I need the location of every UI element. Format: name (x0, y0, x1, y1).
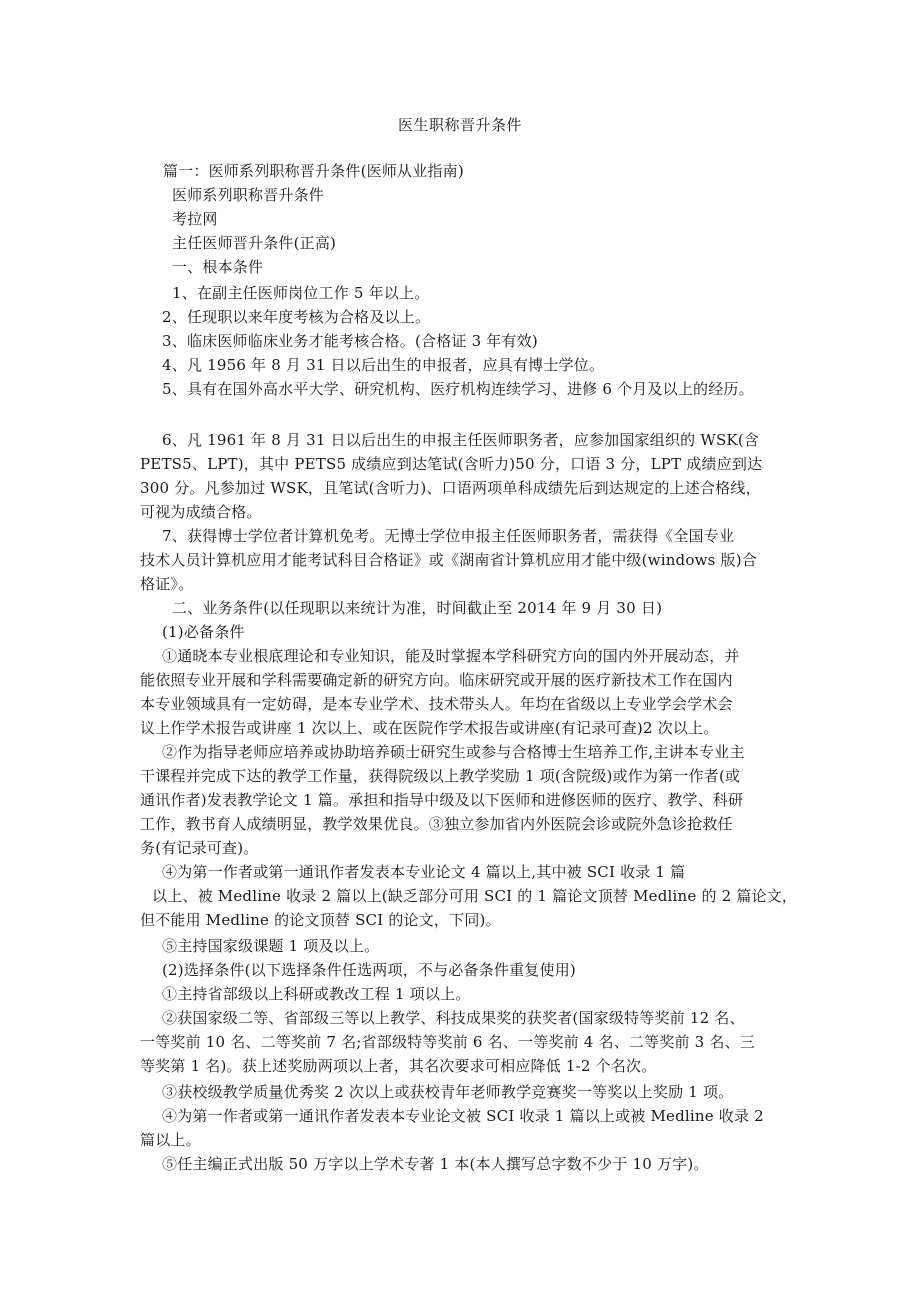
text-line: 以上、被 Medline 收录 2 篇以上(缺乏部分可用 SCI 的 1 篇论文顶替 Medline 的 2 篇论文， (152, 887, 798, 905)
text-line: 技术人员计算机应用才能考试科目合格证》或《湖南省计算机应用才能中级(windows 版)合 (140, 551, 757, 569)
text-line: 3、临床医师临床业务才能考核合格。(合格证 3 年有效) (162, 332, 538, 350)
text-line: (2)选择条件(以下选择条件任选两项，不与必备条件重复使用) (162, 961, 576, 979)
text-line: 主任医师晋升条件(正高) (172, 234, 337, 252)
text-line: ⑤任主编正式出版 50 万字以上学术专著 1 本(本人撰写总字数不少于 10 万字)。 (162, 1155, 709, 1173)
text-line: PETS5、LPT)，其中 PETS5 成绩应到达笔试(含听力)50 分，口语 3 分，LPT 成绩应到达 (140, 455, 763, 473)
text-line: 工作，教书育人成绩明显，教学效果优良。③独立参加省内外医院会诊或院外急诊抢救任 (140, 815, 733, 833)
text-line: ⑤主持国家级课题 1 项及以上。 (162, 937, 380, 955)
text-line: 7、获得博士学位者计算机免考。无博士学位申报主任医师职务者，需获得《全国专业 (162, 527, 735, 545)
text-line: 篇一：医师系列职称晋升条件(医师从业指南) (163, 162, 464, 180)
text-line: 篇以上。 (140, 1131, 201, 1149)
text-line: 1、在副主任医师岗位工作 5 年以上。 (172, 284, 430, 302)
text-line: 等奖第 1 名)。获上述奖励两项以上者，其名次要求可相应降低 1-2 个名次。 (140, 1057, 657, 1075)
document-title: 医生职称晋升条件 (397, 116, 522, 134)
text-line: 通讯作者)发表教学论文 1 篇。承担和指导中级及以下医师和进修医师的医疗、教学、科研 (140, 791, 744, 809)
text-line: ②作为指导老师应培养或协助培养硕士研究生或参与合格博士生培养工作,主讲本专业主 (162, 743, 745, 761)
text-line: 一、根本条件 (172, 258, 264, 276)
text-line: 6、凡 1961 年 8 月 31 日以后出生的申报主任医师职务者，应参加国家组织的 WSK(含 (162, 431, 760, 449)
text-line: 二、业务条件(以任现职以来统计为准，时间截止至 2014 年 9 月 30 日) (172, 599, 663, 617)
text-line: (1)必备条件 (162, 623, 245, 641)
text-line: ④为第一作者或第一通讯作者发表本专业论文被 SCI 收录 1 篇以上或被 Medline 收录 2 (162, 1107, 764, 1125)
text-line: 4、凡 1956 年 8 月 31 日以后出生的申报者，应具有博士学位。 (162, 356, 605, 374)
text-line: ①主持省部级以上科研或教改工程 1 项以上。 (162, 985, 471, 1003)
text-line: 务(有记录可查)。 (140, 839, 259, 857)
text-line: 医师系列职称晋升条件 (172, 186, 325, 204)
text-line: 300 分。凡参加过 WSK，且笔试(含听力)、口语两项单科成绩先后到达规定的上述合格线， (140, 479, 761, 497)
text-line: ③获校级教学质量优秀奖 2 次以上或获校青年老师教学竞赛奖一等奖以上奖励 1 项。 (162, 1083, 734, 1101)
text-line: 格证》。 (140, 575, 194, 593)
text-line: ④为第一作者或第一通讯作者发表本专业论文 4 篇以上,其中被 SCI 收录 1 篇 (162, 863, 686, 881)
text-line: 但不能用 Medline 的论文顶替 SCI 的论文，下同)。 (140, 911, 501, 929)
text-line: 2、任现职以来年度考核为合格及以上。 (162, 308, 431, 326)
text-line: 本专业领域具有一定妨碍，是本专业学术、技术带头人。年均在省级以上专业学会学术会 (140, 695, 733, 713)
text-line: 议上作学术报告或讲座 1 次以上、或在医院作学术报告或讲座(有记录可查)2 次以上。 (140, 719, 719, 737)
text-line: 5、具有在国外高水平大学、研究机构、医疗机构连续学习、进修 6 个月及以上的经历。 (162, 380, 754, 398)
text-line: 能依照专业开展和学科需要确定新的研究方向。临床研究或开展的医疗新技术工作在国内 (140, 671, 733, 689)
text-line: ①通晓本专业根底理论和专业知识，能及时掌握本学科研究方向的国内外开展动态，并 (162, 647, 740, 665)
text-line: 考拉网 (172, 210, 218, 228)
text-line: 干课程并完成下达的教学工作量，获得院级以上教学奖励 1 项(含院级)或作为第一作者(或 (140, 767, 741, 785)
text-line: ②获国家级二等、省部级三等以上教学、科技成果奖的获奖者(国家级特等奖前 12 名、 (162, 1009, 745, 1027)
text-line: 一等奖前 10 名、二等奖前 7 名;省部级特等奖前 6 名、一等奖前 4 名、二等奖前 3 名、三 (140, 1033, 755, 1051)
text-line: 可视为成绩合格。 (140, 503, 262, 521)
